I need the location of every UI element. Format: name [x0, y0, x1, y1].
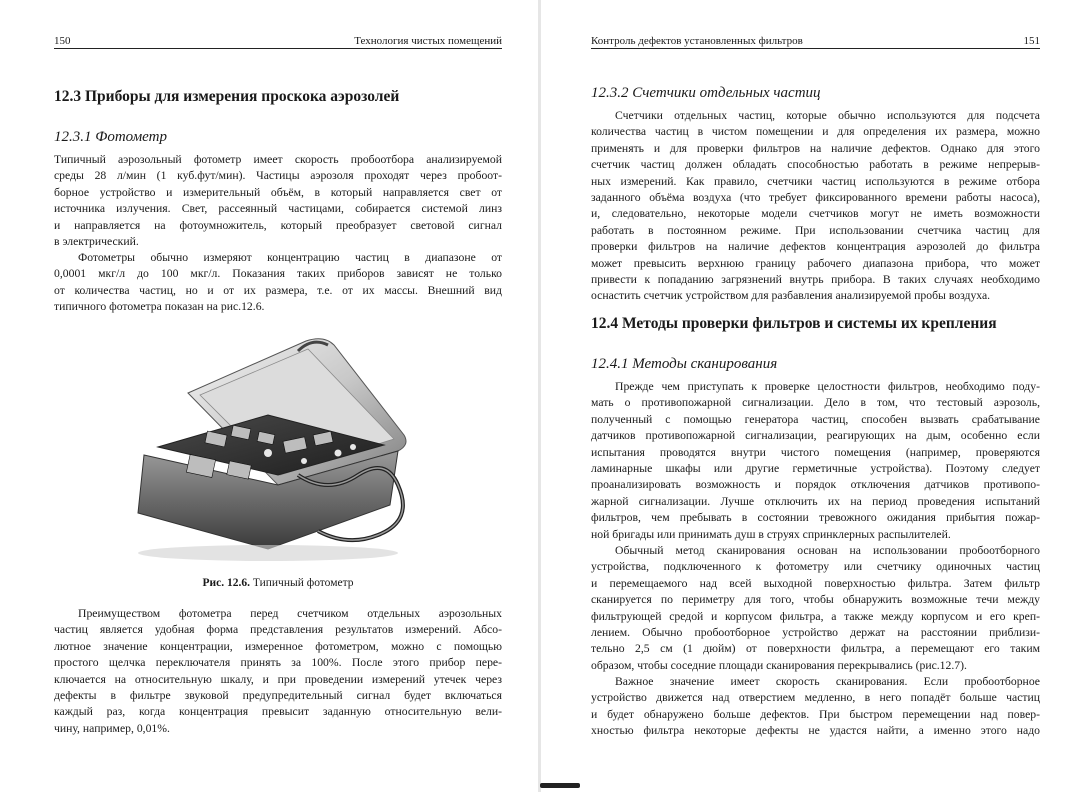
text-line: устройство движется над отверстием медленно, в него попадёт больше частиц [591, 691, 1040, 705]
text-line: частиц является удобная форма представления результатов измерений. Абсо- [54, 623, 502, 637]
paragraph-fire-alarm [591, 379, 1040, 543]
text-line: ных измерений. Как правило, счетчики частиц используются в режиме отбора [591, 174, 1040, 188]
text-line: привести к попаданию загрязнений внутрь прибора. В таких случаях необходимо [591, 272, 1040, 286]
text-line: Счетчики отдельных частиц, которые обычно используются для подсчета [615, 109, 1040, 122]
text-line: хностью фильтра некоторые дефекты не удастся найти, а именно этого надо [591, 724, 1040, 738]
left-running-title: Технология чистых помещений [354, 35, 502, 47]
text-line: может превысить верхнюю границу рабочего диапазона прибора, что может [591, 256, 1040, 270]
text-line: заданного объёма воздуха (что требует фиксированного времени работы насоса), [591, 190, 1040, 204]
right-page [540, 0, 1079, 792]
text-line: и будет обнаружено больше дефектов. При быстром перемещении над повер- [591, 707, 1040, 721]
scan-artifact-mark [540, 783, 580, 788]
paragraph-particle-counters [591, 108, 1040, 305]
text-line: лением. Обычно пробоотборное устройство держат на расстоянии приблизи- [591, 625, 1040, 639]
text-line: и, следовательно, некоторые модели счетчиков могут не иметь возможности [591, 207, 1040, 221]
text-line: работать в постоянном режиме. При использовании счетчика частиц для [591, 223, 1040, 237]
text-line: сканируется по периметру для того, чтобы обнаружить возможные течи между [591, 593, 1040, 607]
paragraph-photometer-range [54, 250, 502, 316]
section-title-12-3: 12.3 Приборы для измерения проскока аэрозолей [54, 88, 400, 105]
subsection-title-12-3-1: 12.3.1 Фотометр [54, 129, 167, 145]
text-line: в электрический. [54, 234, 139, 248]
text-line: типичного фотометра показан на рис.12.6. [54, 300, 265, 314]
text-line: мать о противопожарной сигнализации. Дело в том, что тестовый аэрозоль, [591, 396, 1040, 410]
subsection-title-12-3-2: 12.3.2 Счетчики отдельных частиц [591, 85, 821, 101]
text-line: ламинарные шкафы или другие герметичные устройства). Поэтому следует [591, 461, 1040, 475]
text-line: борное устройство и измерительный объём, в который направляется свет от [54, 185, 502, 199]
text-line: полученный с помощью генератора частиц, способен вызвать срабатывание [591, 412, 1040, 426]
right-running-header [591, 34, 1040, 49]
text-line: Прежде чем приступать к проверке целостности фильтров, необходимо поду- [615, 380, 1040, 393]
text-line: ной бригады или принимать душ в струях спринклерных распылителей. [591, 527, 951, 541]
right-running-title: Контроль дефектов установленных фильтров [591, 35, 803, 47]
section-title-12-4: 12.4 Методы проверки фильтров и системы их крепления [591, 315, 997, 332]
figure-caption-text: Типичный фотометр [252, 577, 354, 589]
text-line: испытания проводятся внутри чистого помещения (например, проверяются [591, 445, 1040, 459]
subsection-title-12-4-1: 12.4.1 Методы сканирования [591, 356, 778, 372]
text-line: среды 28 л/мин (1 куб.фут/мин). Частицы аэрозоля проходят через пробоот- [54, 169, 502, 183]
text-line: лютное значение концентрации, измеренное фотометром, можно с помощью [54, 639, 502, 653]
text-line: жарной сигнализации. Лучше отключить их на период проведения испытаний [591, 494, 1040, 508]
text-line: Фотометры обычно измеряют концентрацию частиц в диапазоне от [78, 251, 502, 264]
paragraph-photometer-description [54, 152, 502, 250]
left-running-header [54, 34, 502, 49]
paragraph-photometer-advantage [54, 606, 502, 737]
text-line: и перемещаемого над всей выходной поверхностью фильтра. Затем фильтр [591, 576, 1040, 590]
text-line: Преимуществом фотометра перед счетчиком отдельных аэрозольных [78, 607, 502, 620]
text-line: Важное значение имеет скорость сканирования. Если пробоотборное [615, 675, 1040, 688]
text-line: тельно 2,5 см (1 дюйм) от поверхности фильтра, а перемещают его таким [591, 642, 1040, 656]
text-line: от количества частиц, но и от их размера, т.е. от их массы. Внешний вид [54, 283, 502, 297]
text-line: дефекты в фильтре звуковой предупредительный сигнал будет включаться [54, 688, 502, 702]
figure-caption [54, 576, 502, 590]
text-line: чину, например, 0,01%. [54, 721, 170, 735]
text-line: ключается на относительную шкалу, и при проведении измерений утечек через [54, 672, 502, 686]
text-line: и направляется на фотоумножитель, который преобразует световой сигнал [54, 218, 502, 232]
photometer-figure [128, 335, 420, 567]
text-line: источника излучения. Свет, рассеянный частицами, собирается системой линз [54, 202, 502, 216]
text-line: фильтров, чем пребывать в состоянии тревожного ожидания прибытия пожар- [591, 511, 1040, 525]
text-line: проверки фильтров на наличие дефектов концентрация аэрозолей до фильтра [591, 240, 1040, 254]
text-line: проанализировать возможность и порядок отключения датчиков противопо- [591, 478, 1040, 492]
text-line: применять и для проверки фильтров на наличие дефектов. Однако для этого [591, 141, 1040, 155]
paragraph-scanning-method [591, 543, 1040, 674]
text-line: Обычный метод сканирования основан на использовании пробоотборного [615, 544, 1040, 557]
text-line: каждый раз, когда концентрация превысит заданную относительную вели- [54, 705, 502, 719]
text-line: количества частиц в чистом помещении и для определения их размера, можно [591, 125, 1040, 139]
text-line: оснастить счетчик устройством для разбавления анализируемой пробы воздуха. [591, 289, 991, 303]
figure-label: Рис. 12.6. [202, 577, 250, 589]
text-line: Типичный аэрозольный фотометр имеет скорость пробоотбора анализируемой [54, 153, 502, 166]
paragraph-scanning-speed [591, 674, 1040, 740]
left-page-number: 150 [54, 35, 71, 47]
right-page-number: 151 [1023, 35, 1040, 47]
text-line: устройства, подключенного к фотометру или счетчику одиночных частиц [591, 560, 1040, 574]
text-line: датчиков противопожарной сигнализации, реагирующих на дым, особенно если [591, 429, 1040, 443]
text-line: фильтрующей средой и корпусом фильтра, а также между корпусом и его креп- [591, 609, 1040, 623]
text-line: простого щелчка переключателя принять за 100%. После этого прибор пере- [54, 656, 502, 670]
text-line: образом, чтобы соседние площади сканирования перекрывались (рис.12.7). [591, 658, 967, 672]
text-line: счетчик частиц должен обладать способностью работать в режиме непрерыв- [591, 158, 1040, 172]
text-line: 0,0001 мкг/л до 100 мкг/л. Показания таких приборов зависят не только [54, 267, 502, 281]
